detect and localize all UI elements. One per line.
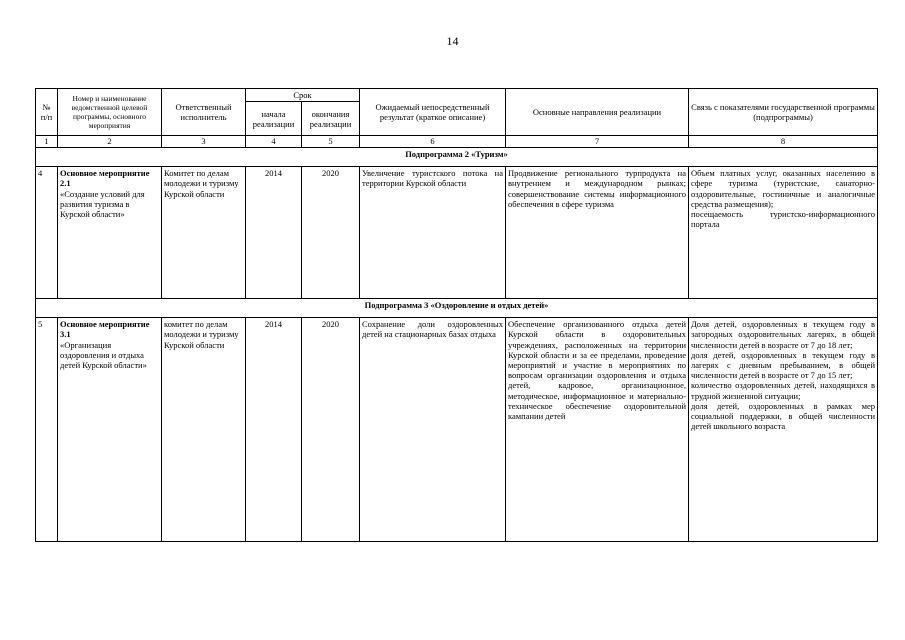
row-result: Увеличение туристского потока на территории Курской области (360, 167, 506, 299)
row-start: 2014 (246, 167, 302, 299)
row-end: 2020 (302, 167, 360, 299)
table-row (36, 318, 878, 542)
row-result: Сохранение доли оздоровленных детей на стационарных базах отдыха (360, 318, 506, 542)
row-name (58, 318, 162, 542)
column-number: 2 (58, 136, 162, 148)
section-title: Подпрограмма 2 «Туризм» (36, 148, 878, 167)
row-num: 5 (36, 318, 58, 542)
column-number-row (36, 136, 878, 148)
section-title: Подпрограмма 3 «Оздоровление и отдых детей» (36, 299, 878, 318)
row-name-bold: Основное мероприятие 3.1 (60, 319, 150, 340)
header-num: № п/п (36, 89, 58, 136)
column-number: 5 (302, 136, 360, 148)
row-name (58, 167, 162, 299)
column-number: 3 (162, 136, 246, 148)
table-header (36, 89, 878, 148)
header-directions: Основные направления реализации (506, 89, 689, 136)
row-link: Доля детей, оздоровленных в текущем году в загородных оздоровительных лагерях, в общей численности детей в возрасте от 7 до 18 лет; доля детей, оздоровленных в текущем году в лагерях с дневным пребыванием, в общей численности детей в возрасте от 7 до 15 лет; количество оздоровленных детей, находящихся в трудной жизненной ситуации; доля детей, оздоровленных в рамках мер социальной поддержки, в общей численности детей школьного возраста (689, 318, 878, 542)
row-link: Объем платных услуг, оказанных населению в сфере туризма (туристские, санаторно-оздоровительные, гостиничные и аналогичные средства размещения); посещаемость туристско-информационного портала (689, 167, 878, 299)
table-row (36, 167, 878, 299)
section-row-health (36, 299, 878, 318)
page-number: 14 (446, 34, 459, 48)
header-term: Срок (246, 89, 360, 102)
program-table (35, 88, 878, 542)
row-directions: Обеспечение организованного отдыха детей Курской области в оздоровительных учреждениях, расположенных на территории Курской области и за ее пределами, проведение мероприятий и участие в мероприятиях по вопросам организации оздоровления и отдыха детей, кадровое, организационное, методическое, информационное и материально-техническое обеспечение оздоровительной кампании детей (506, 318, 689, 542)
column-number: 8 (689, 136, 878, 148)
row-num: 4 (36, 167, 58, 299)
row-name-bold: Основное мероприятие 2.1 (60, 168, 150, 189)
column-number: 6 (360, 136, 506, 148)
header-end: окончания реализации (302, 102, 360, 136)
header-start: начала реализации (246, 102, 302, 136)
section-row-tourism (36, 148, 878, 167)
row-executor: комитет по делам молодежи и туризму Курской области (162, 318, 246, 542)
row-name-rest: «Создание условий для развития туризма в Курской области» (60, 188, 145, 219)
row-end: 2020 (302, 318, 360, 542)
row-executor: Комитет по делам молодежи и туризму Курской области (162, 167, 246, 299)
column-number: 1 (36, 136, 58, 148)
header-link: Связь с показателями государственной программы (подпрограммы) (689, 89, 878, 136)
row-start: 2014 (246, 318, 302, 542)
row-directions: Продвижение регионального турпродукта на внутреннем и международном рынках; совершенствование системы информационного обеспечения в сфере туризма (506, 167, 689, 299)
header-result: Ожидаемый непосредственный результат (краткое описание) (360, 89, 506, 136)
header-executor: Ответственный исполнитель (162, 89, 246, 136)
column-number: 7 (506, 136, 689, 148)
row-name-rest: «Организация оздоровления и отдыха детей Курской области» (60, 339, 147, 370)
column-number: 4 (246, 136, 302, 148)
header-name: Номер и наименование ведомственной целевой программы, основного мероприятия (58, 89, 162, 136)
